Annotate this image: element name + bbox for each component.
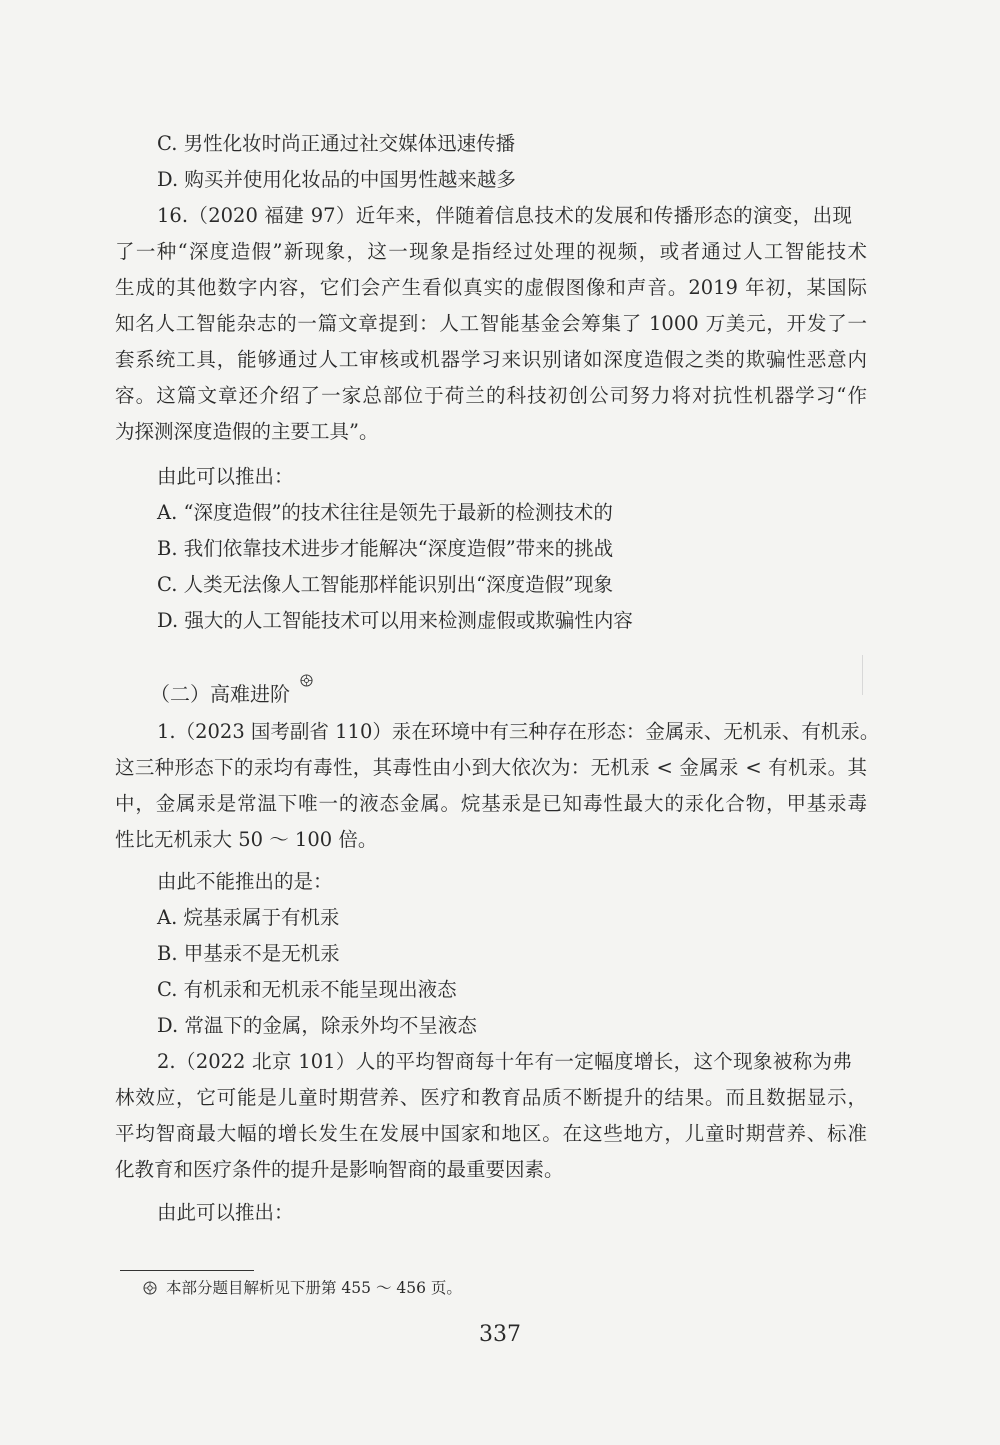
q16-line: 16.（2020 福建 97）近年来，伴随着信息技术的发展和传播形态的演变，出现 (157, 204, 852, 227)
q16-line: 容。这篇文章还介绍了一家总部位于荷兰的科技初创公司努力将对抗性机器学习“作 (115, 384, 867, 407)
q1-line: 性比无机汞大 50 ～ 100 倍。 (115, 828, 378, 851)
q2-line: 化教育和医疗条件的提升是影响智商的最重要因素。 (115, 1158, 564, 1181)
q2-line: 2.（2022 北京 101）人的平均智商每十年有一定幅度增长，这个现象被称为弗 (157, 1050, 852, 1073)
q16-option-d: D. 强大的人工智能技术可以用来检测虚假或欺骗性内容 (157, 609, 633, 632)
q1-prompt: 由此不能推出的是： (157, 870, 333, 893)
q16-option-a: A. “深度造假”的技术往往是领先于最新的检测技术的 (157, 501, 613, 524)
q16-line: 生成的其他数字内容，它们会产生看似真实的虚假图像和声音。2019 年初，某国际 (115, 276, 867, 299)
q16-option-b: B. 我们依靠技术进步才能解决“深度造假”带来的挑战 (157, 537, 614, 560)
option-d-prev: D. 购买并使用化妆品的中国男性越来越多 (157, 168, 516, 191)
flower-seal-icon (143, 1281, 157, 1295)
q16-line: 了一种“深度造假”新现象，这一现象是指经过处理的视频，或者通过人工智能技术 (115, 240, 867, 263)
q1-option-c: C. 有机汞和无机汞不能呈现出液态 (157, 978, 457, 1001)
q16-line: 套系统工具，能够通过人工审核或机器学习来识别诸如深度造假之类的欺骗性恶意内 (115, 348, 867, 371)
q1-option-a: A. 烷基汞属于有机汞 (157, 906, 340, 929)
footnote-rule (120, 1270, 254, 1271)
footnote-text: 本部分题目解析见下册第 455 ～ 456 页。 (166, 1279, 462, 1297)
q16-prompt: 由此可以推出： (157, 465, 294, 488)
q16-line: 为探测深度造假的主要工具”。 (115, 420, 379, 443)
flower-seal-icon (300, 674, 313, 687)
q16-option-c: C. 人类无法像人工智能那样能识别出“深度造假”现象 (157, 573, 614, 596)
q1-line: 中，金属汞是常温下唯一的液态金属。烷基汞是已知毒性最大的汞化合物，甲基汞毒 (115, 792, 867, 815)
q16-line: 知名人工智能杂志的一篇文章提到：人工智能基金会筹集了 1000 万美元，开发了一 (115, 312, 867, 335)
q1-option-d: D. 常温下的金属，除汞外均不呈液态 (157, 1014, 477, 1037)
q1-line: 这三种形态下的汞均有毒性，其毒性由小到大依次为：无机汞 < 金属汞 < 有机汞。其 (115, 756, 867, 779)
page-number: 337 (479, 1322, 521, 1347)
q1-line: 1.（2023 国考副省 110）汞在环境中有三种存在形态：金属汞、无机汞、有机汞。 (157, 720, 880, 743)
scan-mark (862, 655, 863, 695)
section-heading: （二）高难进阶 (150, 682, 290, 706)
q2-line: 林效应，它可能是儿童时期营养、医疗和教育品质不断提升的结果。而且数据显示， (115, 1086, 867, 1109)
q2-prompt: 由此可以推出： (157, 1201, 294, 1224)
q1-option-b: B. 甲基汞不是无机汞 (157, 942, 340, 965)
q2-line: 平均智商最大幅的增长发生在发展中国家和地区。在这些地方，儿童时期营养、标准 (115, 1122, 867, 1145)
option-c-prev: C. 男性化妆时尚正通过社交媒体迅速传播 (157, 132, 516, 155)
